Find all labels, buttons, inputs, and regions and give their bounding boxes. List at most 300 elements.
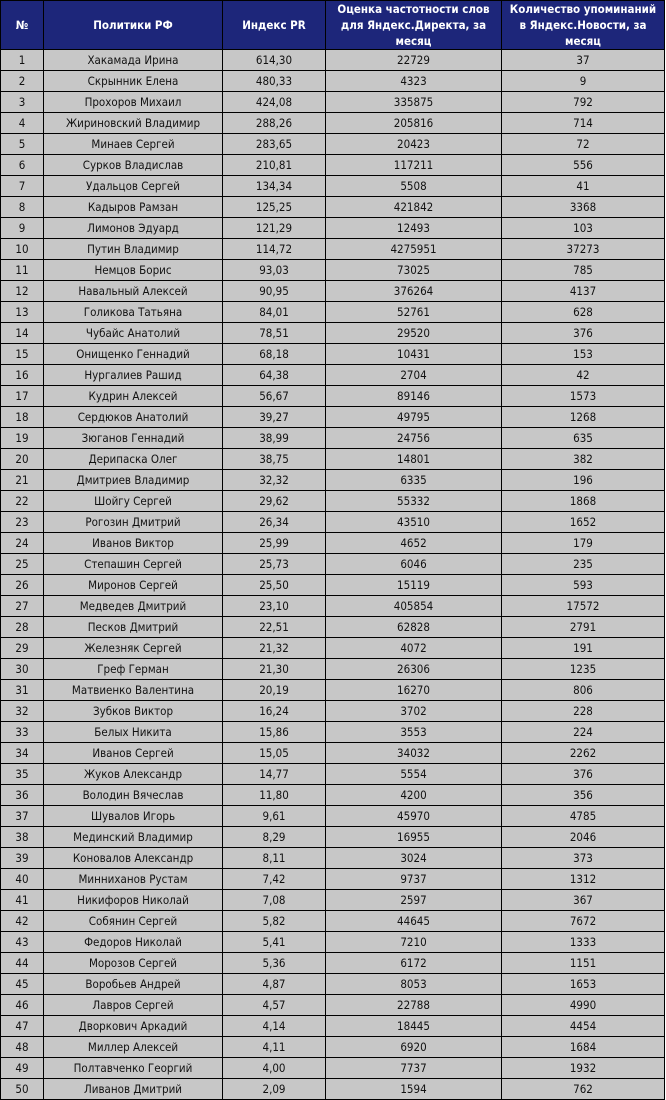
cell-direct-frequency: 8053 bbox=[326, 974, 502, 995]
cell-direct-frequency: 376264 bbox=[326, 281, 502, 302]
cell-number: 34 bbox=[1, 743, 44, 764]
cell-news-mentions: 42 bbox=[502, 365, 665, 386]
table-row bbox=[1, 407, 665, 428]
cell-pr-index: 114,72 bbox=[223, 239, 326, 260]
cell-pr-index: 22,51 bbox=[223, 617, 326, 638]
table-row bbox=[1, 71, 665, 92]
cell-direct-frequency: 2597 bbox=[326, 890, 502, 911]
header-number: № bbox=[1, 1, 44, 50]
cell-news-mentions: 785 bbox=[502, 260, 665, 281]
cell-direct-frequency: 20423 bbox=[326, 134, 502, 155]
cell-politician-name: Жуков Александр bbox=[44, 764, 223, 785]
cell-news-mentions: 4137 bbox=[502, 281, 665, 302]
cell-number: 28 bbox=[1, 617, 44, 638]
table-header bbox=[1, 1, 665, 50]
cell-politician-name: Минниханов Рустам bbox=[44, 869, 223, 890]
cell-pr-index: 288,26 bbox=[223, 113, 326, 134]
cell-direct-frequency: 3024 bbox=[326, 848, 502, 869]
cell-pr-index: 5,82 bbox=[223, 911, 326, 932]
cell-number: 42 bbox=[1, 911, 44, 932]
table-row bbox=[1, 596, 665, 617]
cell-number: 18 bbox=[1, 407, 44, 428]
cell-direct-frequency: 34032 bbox=[326, 743, 502, 764]
table-row bbox=[1, 50, 665, 71]
cell-news-mentions: 3368 bbox=[502, 197, 665, 218]
cell-direct-frequency: 405854 bbox=[326, 596, 502, 617]
cell-direct-frequency: 10431 bbox=[326, 344, 502, 365]
table-row bbox=[1, 953, 665, 974]
cell-news-mentions: 1653 bbox=[502, 974, 665, 995]
cell-politician-name: Собянин Сергей bbox=[44, 911, 223, 932]
cell-politician-name: Мединский Владимир bbox=[44, 827, 223, 848]
cell-pr-index: 15,86 bbox=[223, 722, 326, 743]
cell-number: 6 bbox=[1, 155, 44, 176]
cell-direct-frequency: 4200 bbox=[326, 785, 502, 806]
cell-politician-name: Полтавченко Георгий bbox=[44, 1058, 223, 1079]
cell-direct-frequency: 4072 bbox=[326, 638, 502, 659]
cell-news-mentions: 593 bbox=[502, 575, 665, 596]
table-row bbox=[1, 680, 665, 701]
cell-pr-index: 4,14 bbox=[223, 1016, 326, 1037]
cell-direct-frequency: 22729 bbox=[326, 50, 502, 71]
cell-pr-index: 5,36 bbox=[223, 953, 326, 974]
cell-news-mentions: 4990 bbox=[502, 995, 665, 1016]
cell-pr-index: 4,00 bbox=[223, 1058, 326, 1079]
cell-politician-name: Путин Владимир bbox=[44, 239, 223, 260]
table-row bbox=[1, 428, 665, 449]
cell-news-mentions: 1333 bbox=[502, 932, 665, 953]
cell-news-mentions: 792 bbox=[502, 92, 665, 113]
cell-politician-name: Иванов Сергей bbox=[44, 743, 223, 764]
cell-news-mentions: 228 bbox=[502, 701, 665, 722]
table-row bbox=[1, 617, 665, 638]
cell-number: 10 bbox=[1, 239, 44, 260]
cell-news-mentions: 376 bbox=[502, 764, 665, 785]
cell-direct-frequency: 4275951 bbox=[326, 239, 502, 260]
cell-pr-index: 4,57 bbox=[223, 995, 326, 1016]
cell-pr-index: 32,32 bbox=[223, 470, 326, 491]
table-row bbox=[1, 869, 665, 890]
table-row bbox=[1, 386, 665, 407]
cell-news-mentions: 382 bbox=[502, 449, 665, 470]
cell-direct-frequency: 62828 bbox=[326, 617, 502, 638]
cell-politician-name: Федоров Николай bbox=[44, 932, 223, 953]
cell-news-mentions: 103 bbox=[502, 218, 665, 239]
cell-politician-name: Лавров Сергей bbox=[44, 995, 223, 1016]
cell-direct-frequency: 52761 bbox=[326, 302, 502, 323]
cell-politician-name: Нургалиев Рашид bbox=[44, 365, 223, 386]
cell-number: 36 bbox=[1, 785, 44, 806]
cell-pr-index: 38,75 bbox=[223, 449, 326, 470]
cell-pr-index: 38,99 bbox=[223, 428, 326, 449]
cell-direct-frequency: 3702 bbox=[326, 701, 502, 722]
cell-politician-name: Прохоров Михаил bbox=[44, 92, 223, 113]
cell-direct-frequency: 9737 bbox=[326, 869, 502, 890]
table-row bbox=[1, 890, 665, 911]
cell-direct-frequency: 3553 bbox=[326, 722, 502, 743]
cell-politician-name: Кудрин Алексей bbox=[44, 386, 223, 407]
cell-pr-index: 614,30 bbox=[223, 50, 326, 71]
table-row bbox=[1, 344, 665, 365]
cell-pr-index: 4,11 bbox=[223, 1037, 326, 1058]
cell-news-mentions: 628 bbox=[502, 302, 665, 323]
cell-direct-frequency: 117211 bbox=[326, 155, 502, 176]
cell-news-mentions: 72 bbox=[502, 134, 665, 155]
cell-politician-name: Кадыров Рамзан bbox=[44, 197, 223, 218]
cell-pr-index: 21,30 bbox=[223, 659, 326, 680]
cell-direct-frequency: 5554 bbox=[326, 764, 502, 785]
table-row bbox=[1, 827, 665, 848]
cell-news-mentions: 714 bbox=[502, 113, 665, 134]
cell-news-mentions: 37273 bbox=[502, 239, 665, 260]
cell-pr-index: 2,09 bbox=[223, 1079, 326, 1100]
cell-news-mentions: 7672 bbox=[502, 911, 665, 932]
header-pr-index: Индекс PR bbox=[223, 1, 326, 50]
table-row bbox=[1, 764, 665, 785]
cell-news-mentions: 224 bbox=[502, 722, 665, 743]
cell-number: 9 bbox=[1, 218, 44, 239]
cell-news-mentions: 191 bbox=[502, 638, 665, 659]
cell-number: 21 bbox=[1, 470, 44, 491]
cell-politician-name: Удальцов Сергей bbox=[44, 176, 223, 197]
cell-direct-frequency: 55332 bbox=[326, 491, 502, 512]
cell-direct-frequency: 5508 bbox=[326, 176, 502, 197]
cell-news-mentions: 556 bbox=[502, 155, 665, 176]
table-row bbox=[1, 197, 665, 218]
cell-politician-name: Зубков Виктор bbox=[44, 701, 223, 722]
cell-pr-index: 8,11 bbox=[223, 848, 326, 869]
cell-pr-index: 20,19 bbox=[223, 680, 326, 701]
cell-news-mentions: 17572 bbox=[502, 596, 665, 617]
cell-number: 47 bbox=[1, 1016, 44, 1037]
cell-news-mentions: 373 bbox=[502, 848, 665, 869]
cell-number: 14 bbox=[1, 323, 44, 344]
table-row bbox=[1, 470, 665, 491]
cell-politician-name: Дворкович Аркадий bbox=[44, 1016, 223, 1037]
cell-politician-name: Хакамада Ирина bbox=[44, 50, 223, 71]
cell-politician-name: Онищенко Геннадий bbox=[44, 344, 223, 365]
cell-pr-index: 283,65 bbox=[223, 134, 326, 155]
cell-number: 3 bbox=[1, 92, 44, 113]
table-row bbox=[1, 701, 665, 722]
cell-pr-index: 121,29 bbox=[223, 218, 326, 239]
cell-news-mentions: 2262 bbox=[502, 743, 665, 764]
cell-politician-name: Ливанов Дмитрий bbox=[44, 1079, 223, 1100]
cell-pr-index: 23,10 bbox=[223, 596, 326, 617]
header-politician: Политики РФ bbox=[44, 1, 223, 50]
cell-news-mentions: 376 bbox=[502, 323, 665, 344]
cell-direct-frequency: 24756 bbox=[326, 428, 502, 449]
table-row bbox=[1, 575, 665, 596]
cell-pr-index: 7,08 bbox=[223, 890, 326, 911]
table-row bbox=[1, 785, 665, 806]
cell-pr-index: 25,99 bbox=[223, 533, 326, 554]
cell-direct-frequency: 4652 bbox=[326, 533, 502, 554]
table-row bbox=[1, 281, 665, 302]
cell-direct-frequency: 26306 bbox=[326, 659, 502, 680]
cell-pr-index: 29,62 bbox=[223, 491, 326, 512]
table-row bbox=[1, 743, 665, 764]
cell-number: 2 bbox=[1, 71, 44, 92]
cell-news-mentions: 762 bbox=[502, 1079, 665, 1100]
cell-pr-index: 424,08 bbox=[223, 92, 326, 113]
cell-pr-index: 90,95 bbox=[223, 281, 326, 302]
cell-politician-name: Белых Никита bbox=[44, 722, 223, 743]
cell-direct-frequency: 43510 bbox=[326, 512, 502, 533]
cell-politician-name: Немцов Борис bbox=[44, 260, 223, 281]
cell-number: 20 bbox=[1, 449, 44, 470]
cell-politician-name: Миронов Сергей bbox=[44, 575, 223, 596]
cell-number: 11 bbox=[1, 260, 44, 281]
cell-number: 45 bbox=[1, 974, 44, 995]
cell-news-mentions: 4785 bbox=[502, 806, 665, 827]
table-row bbox=[1, 260, 665, 281]
cell-politician-name: Лимонов Эдуард bbox=[44, 218, 223, 239]
table-row bbox=[1, 239, 665, 260]
cell-direct-frequency: 1594 bbox=[326, 1079, 502, 1100]
cell-news-mentions: 1573 bbox=[502, 386, 665, 407]
table-row bbox=[1, 134, 665, 155]
table-row bbox=[1, 995, 665, 1016]
cell-direct-frequency: 6046 bbox=[326, 554, 502, 575]
cell-pr-index: 7,42 bbox=[223, 869, 326, 890]
cell-politician-name: Навальный Алексей bbox=[44, 281, 223, 302]
cell-pr-index: 134,34 bbox=[223, 176, 326, 197]
cell-pr-index: 84,01 bbox=[223, 302, 326, 323]
table-row bbox=[1, 659, 665, 680]
cell-news-mentions: 2046 bbox=[502, 827, 665, 848]
cell-pr-index: 21,32 bbox=[223, 638, 326, 659]
cell-number: 27 bbox=[1, 596, 44, 617]
cell-news-mentions: 1268 bbox=[502, 407, 665, 428]
cell-direct-frequency: 73025 bbox=[326, 260, 502, 281]
cell-direct-frequency: 18445 bbox=[326, 1016, 502, 1037]
cell-politician-name: Иванов Виктор bbox=[44, 533, 223, 554]
cell-pr-index: 39,27 bbox=[223, 407, 326, 428]
cell-number: 41 bbox=[1, 890, 44, 911]
cell-news-mentions: 153 bbox=[502, 344, 665, 365]
cell-pr-index: 25,50 bbox=[223, 575, 326, 596]
cell-pr-index: 68,18 bbox=[223, 344, 326, 365]
cell-number: 29 bbox=[1, 638, 44, 659]
cell-number: 30 bbox=[1, 659, 44, 680]
table-row bbox=[1, 323, 665, 344]
cell-pr-index: 26,34 bbox=[223, 512, 326, 533]
cell-politician-name: Степашин Сергей bbox=[44, 554, 223, 575]
cell-politician-name: Зюганов Геннадий bbox=[44, 428, 223, 449]
cell-news-mentions: 1652 bbox=[502, 512, 665, 533]
cell-politician-name: Греф Герман bbox=[44, 659, 223, 680]
cell-number: 15 bbox=[1, 344, 44, 365]
cell-number: 32 bbox=[1, 701, 44, 722]
table-row bbox=[1, 638, 665, 659]
cell-politician-name: Шувалов Игорь bbox=[44, 806, 223, 827]
cell-direct-frequency: 12493 bbox=[326, 218, 502, 239]
table-row bbox=[1, 911, 665, 932]
cell-number: 12 bbox=[1, 281, 44, 302]
table-row bbox=[1, 449, 665, 470]
cell-pr-index: 78,51 bbox=[223, 323, 326, 344]
cell-politician-name: Рогозин Дмитрий bbox=[44, 512, 223, 533]
table-row bbox=[1, 113, 665, 134]
cell-pr-index: 125,25 bbox=[223, 197, 326, 218]
cell-politician-name: Володин Вячеслав bbox=[44, 785, 223, 806]
cell-news-mentions: 2791 bbox=[502, 617, 665, 638]
cell-number: 24 bbox=[1, 533, 44, 554]
cell-number: 43 bbox=[1, 932, 44, 953]
table-row bbox=[1, 533, 665, 554]
cell-politician-name: Минаев Сергей bbox=[44, 134, 223, 155]
table-row bbox=[1, 1037, 665, 1058]
cell-direct-frequency: 6920 bbox=[326, 1037, 502, 1058]
cell-number: 38 bbox=[1, 827, 44, 848]
cell-direct-frequency: 16955 bbox=[326, 827, 502, 848]
cell-number: 8 bbox=[1, 197, 44, 218]
cell-news-mentions: 1684 bbox=[502, 1037, 665, 1058]
cell-direct-frequency: 49795 bbox=[326, 407, 502, 428]
cell-direct-frequency: 335875 bbox=[326, 92, 502, 113]
header-row bbox=[1, 1, 665, 50]
cell-politician-name: Песков Дмитрий bbox=[44, 617, 223, 638]
cell-news-mentions: 37 bbox=[502, 50, 665, 71]
cell-number: 22 bbox=[1, 491, 44, 512]
cell-direct-frequency: 22788 bbox=[326, 995, 502, 1016]
cell-politician-name: Голикова Татьяна bbox=[44, 302, 223, 323]
cell-direct-frequency: 4323 bbox=[326, 71, 502, 92]
cell-news-mentions: 1235 bbox=[502, 659, 665, 680]
cell-direct-frequency: 44645 bbox=[326, 911, 502, 932]
table-row bbox=[1, 491, 665, 512]
cell-news-mentions: 367 bbox=[502, 890, 665, 911]
cell-pr-index: 4,87 bbox=[223, 974, 326, 995]
table-row bbox=[1, 848, 665, 869]
cell-number: 49 bbox=[1, 1058, 44, 1079]
cell-direct-frequency: 45970 bbox=[326, 806, 502, 827]
header-direct-frequency: Оценка частотности слов для Яндекс.Директа, за месяц bbox=[326, 1, 502, 50]
cell-news-mentions: 1932 bbox=[502, 1058, 665, 1079]
table-row bbox=[1, 176, 665, 197]
cell-direct-frequency: 29520 bbox=[326, 323, 502, 344]
cell-number: 40 bbox=[1, 869, 44, 890]
cell-politician-name: Дерипаска Олег bbox=[44, 449, 223, 470]
cell-politician-name: Жириновский Владимир bbox=[44, 113, 223, 134]
cell-politician-name: Морозов Сергей bbox=[44, 953, 223, 974]
cell-news-mentions: 41 bbox=[502, 176, 665, 197]
cell-direct-frequency: 205816 bbox=[326, 113, 502, 134]
cell-news-mentions: 196 bbox=[502, 470, 665, 491]
table-row bbox=[1, 722, 665, 743]
cell-pr-index: 16,24 bbox=[223, 701, 326, 722]
cell-direct-frequency: 421842 bbox=[326, 197, 502, 218]
table-row bbox=[1, 218, 665, 239]
cell-news-mentions: 356 bbox=[502, 785, 665, 806]
table-row bbox=[1, 155, 665, 176]
cell-number: 26 bbox=[1, 575, 44, 596]
cell-news-mentions: 635 bbox=[502, 428, 665, 449]
cell-direct-frequency: 16270 bbox=[326, 680, 502, 701]
table-row bbox=[1, 1058, 665, 1079]
cell-number: 17 bbox=[1, 386, 44, 407]
cell-politician-name: Дмитриев Владимир bbox=[44, 470, 223, 491]
cell-pr-index: 64,38 bbox=[223, 365, 326, 386]
cell-number: 4 bbox=[1, 113, 44, 134]
cell-politician-name: Никифоров Николай bbox=[44, 890, 223, 911]
table-row bbox=[1, 974, 665, 995]
cell-politician-name: Миллер Алексей bbox=[44, 1037, 223, 1058]
table-row bbox=[1, 512, 665, 533]
cell-politician-name: Сердюков Анатолий bbox=[44, 407, 223, 428]
cell-number: 25 bbox=[1, 554, 44, 575]
table-row bbox=[1, 932, 665, 953]
cell-direct-frequency: 6335 bbox=[326, 470, 502, 491]
cell-pr-index: 93,03 bbox=[223, 260, 326, 281]
cell-pr-index: 11,80 bbox=[223, 785, 326, 806]
table-body bbox=[1, 50, 665, 1100]
cell-pr-index: 5,41 bbox=[223, 932, 326, 953]
cell-direct-frequency: 7737 bbox=[326, 1058, 502, 1079]
cell-number: 5 bbox=[1, 134, 44, 155]
cell-politician-name: Матвиенко Валентина bbox=[44, 680, 223, 701]
cell-number: 39 bbox=[1, 848, 44, 869]
cell-number: 31 bbox=[1, 680, 44, 701]
cell-pr-index: 210,81 bbox=[223, 155, 326, 176]
cell-politician-name: Медведев Дмитрий bbox=[44, 596, 223, 617]
cell-number: 46 bbox=[1, 995, 44, 1016]
cell-politician-name: Воробьев Андрей bbox=[44, 974, 223, 995]
cell-number: 1 bbox=[1, 50, 44, 71]
cell-direct-frequency: 15119 bbox=[326, 575, 502, 596]
table-row bbox=[1, 806, 665, 827]
cell-politician-name: Сурков Владислав bbox=[44, 155, 223, 176]
table-row bbox=[1, 302, 665, 323]
cell-politician-name: Шойгу Сергей bbox=[44, 491, 223, 512]
cell-number: 44 bbox=[1, 953, 44, 974]
cell-number: 7 bbox=[1, 176, 44, 197]
cell-number: 48 bbox=[1, 1037, 44, 1058]
cell-direct-frequency: 2704 bbox=[326, 365, 502, 386]
table-row bbox=[1, 1016, 665, 1037]
cell-politician-name: Железняк Сергей bbox=[44, 638, 223, 659]
cell-number: 13 bbox=[1, 302, 44, 323]
cell-number: 50 bbox=[1, 1079, 44, 1100]
table-row bbox=[1, 365, 665, 386]
cell-direct-frequency: 14801 bbox=[326, 449, 502, 470]
cell-news-mentions: 9 bbox=[502, 71, 665, 92]
cell-news-mentions: 235 bbox=[502, 554, 665, 575]
cell-news-mentions: 1312 bbox=[502, 869, 665, 890]
table-row bbox=[1, 554, 665, 575]
cell-politician-name: Скрынник Елена bbox=[44, 71, 223, 92]
cell-news-mentions: 1868 bbox=[502, 491, 665, 512]
cell-number: 23 bbox=[1, 512, 44, 533]
cell-pr-index: 8,29 bbox=[223, 827, 326, 848]
cell-pr-index: 25,73 bbox=[223, 554, 326, 575]
cell-pr-index: 480,33 bbox=[223, 71, 326, 92]
cell-number: 16 bbox=[1, 365, 44, 386]
cell-news-mentions: 806 bbox=[502, 680, 665, 701]
cell-number: 19 bbox=[1, 428, 44, 449]
cell-number: 35 bbox=[1, 764, 44, 785]
cell-news-mentions: 179 bbox=[502, 533, 665, 554]
cell-news-mentions: 1151 bbox=[502, 953, 665, 974]
cell-pr-index: 15,05 bbox=[223, 743, 326, 764]
table-row bbox=[1, 1079, 665, 1100]
cell-number: 37 bbox=[1, 806, 44, 827]
cell-pr-index: 56,67 bbox=[223, 386, 326, 407]
cell-pr-index: 14,77 bbox=[223, 764, 326, 785]
cell-politician-name: Коновалов Александр bbox=[44, 848, 223, 869]
cell-number: 33 bbox=[1, 722, 44, 743]
